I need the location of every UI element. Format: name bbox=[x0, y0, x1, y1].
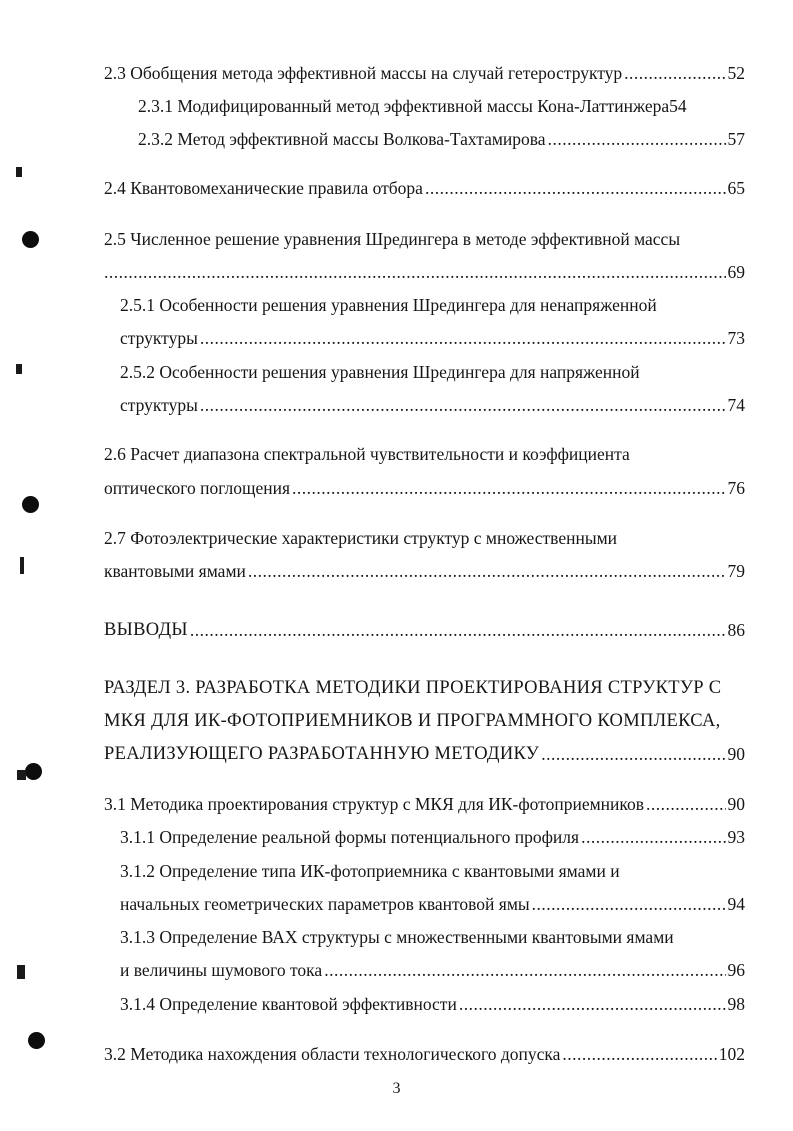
toc-entry-page: 86 bbox=[727, 620, 745, 640]
toc-entry-2-5-2-title: 2.5.2 Особенности решения уравнения Шредингера для напряженной bbox=[120, 362, 640, 382]
toc-entry-page: 76 bbox=[727, 478, 745, 498]
toc-entry-title: оптического поглощения bbox=[104, 478, 291, 498]
toc-entry-3-1-3 bbox=[120, 962, 745, 980]
toc-entry-title: начальных геометрических параметров квантовой ямы bbox=[120, 894, 530, 914]
toc-entry-page: 73 bbox=[727, 328, 745, 348]
toc-entry-title: 2.3.1 Модифицированный метод эффективной массы Кона-Латтинжера bbox=[138, 96, 670, 116]
toc-entry-2-5-title: 2.5 Численное решение уравнения Шредингера в методе эффективной массы bbox=[104, 229, 681, 249]
toc-leader bbox=[532, 896, 726, 914]
toc-entry-3-1-1 bbox=[120, 829, 745, 847]
toc-leader bbox=[646, 796, 725, 814]
toc-entry-2-5-1-title: 2.5.1 Особенности решения уравнения Шредингера для ненапряженной bbox=[120, 295, 657, 315]
toc-entry-title: 3.1.1 Определение реальной формы потенциального профиля bbox=[120, 827, 580, 847]
toc-entry-3-1-3-title: 3.1.3 Определение ВАХ структуры с множественными квантовыми ямами bbox=[120, 927, 674, 947]
scan-mark-2 bbox=[16, 364, 22, 374]
toc-entry-page: 79 bbox=[727, 561, 745, 581]
toc-entry-page: 93 bbox=[727, 827, 745, 847]
toc-entry-2-7-title: 2.7 Фотоэлектрические характеристики структур с множественными bbox=[104, 528, 618, 548]
scan-mark-4 bbox=[17, 770, 26, 780]
toc-entry-page: 90 bbox=[727, 744, 745, 764]
toc-entry-title: РЕАЛИЗУЮЩЕГО РАЗРАБОТАННУЮ МЕТОДИКУ bbox=[104, 744, 540, 764]
toc-entry-2-5-2 bbox=[120, 397, 745, 415]
toc-entry-page: 90 bbox=[727, 794, 745, 814]
scan-mark-1 bbox=[16, 167, 22, 177]
toc-leader bbox=[292, 480, 725, 498]
toc-entry-section-3 bbox=[104, 745, 745, 764]
toc-leader bbox=[190, 622, 726, 640]
toc-entry-3-1 bbox=[104, 796, 745, 814]
toc-entry-page: 94 bbox=[727, 894, 745, 914]
toc-entry-2-5 bbox=[104, 264, 745, 282]
page-number: 3 bbox=[392, 1080, 401, 1097]
toc-entry-2-3-2 bbox=[138, 131, 745, 149]
toc-entry-3-2 bbox=[104, 1046, 745, 1064]
toc-entry-2-7 bbox=[104, 563, 745, 581]
toc-entry-3-1-2-title: 3.1.2 Определение типа ИК-фотоприемника с квантовыми ямами и bbox=[120, 861, 620, 881]
toc-entry-2-3-1 bbox=[138, 98, 745, 116]
toc-entry-page: 52 bbox=[727, 63, 745, 83]
toc-entry-title: квантовыми ямами bbox=[104, 561, 246, 581]
toc-leader bbox=[624, 65, 725, 83]
toc-entry-page: 102 bbox=[718, 1044, 745, 1064]
toc-section-3-line2: МКЯ ДЛЯ ИК-ФОТОПРИЕМНИКОВ И ПРОГРАММНОГО КОМПЛЕКСА, bbox=[104, 711, 721, 731]
toc-entry-page: 57 bbox=[727, 129, 745, 149]
punch-hole-4 bbox=[28, 1032, 45, 1049]
punch-hole-2 bbox=[22, 496, 39, 513]
toc-leader bbox=[425, 180, 726, 198]
toc-entry-page: 54 bbox=[669, 96, 687, 116]
toc-entry-2-6 bbox=[104, 480, 745, 498]
toc-leader bbox=[562, 1046, 716, 1064]
toc-entry-2-4 bbox=[104, 180, 745, 198]
punch-hole-1 bbox=[22, 231, 39, 248]
toc-leader bbox=[200, 330, 726, 348]
toc-entry-title: 2.3 Обобщения метода эффективной массы на случай гетероструктур bbox=[104, 63, 623, 83]
toc-leader bbox=[548, 131, 726, 149]
toc-entry-2-6-title: 2.6 Расчет диапазона спектральной чувствительности и коэффициента bbox=[104, 444, 630, 464]
toc-entry-page: 74 bbox=[727, 395, 745, 415]
toc-entry-title: и величины шумового тока bbox=[120, 960, 323, 980]
toc-leader bbox=[324, 962, 725, 980]
toc-entry-title: 2.3.2 Метод эффективной массы Волкова-Тахтамирова bbox=[138, 129, 546, 149]
toc-leader bbox=[541, 746, 725, 764]
toc-entry-title: ВЫВОДЫ bbox=[104, 620, 188, 640]
toc-entry-page: 69 bbox=[727, 262, 745, 282]
toc-entry-3-1-4 bbox=[120, 996, 745, 1014]
toc-leader bbox=[248, 563, 726, 581]
scan-mark-3 bbox=[20, 557, 24, 574]
toc-entry-title: структуры bbox=[120, 395, 198, 415]
toc-entry-page: 65 bbox=[727, 178, 745, 198]
toc-leader bbox=[200, 397, 726, 415]
toc-entry-title: структуры bbox=[120, 328, 198, 348]
toc-entry-2-3 bbox=[104, 65, 745, 83]
toc-entry-3-1-2 bbox=[120, 896, 745, 914]
toc-entry-page: 96 bbox=[727, 960, 745, 980]
toc-entry-page: 98 bbox=[727, 994, 745, 1014]
toc-entry-conclusions bbox=[104, 621, 745, 640]
toc-section-3-line1: РАЗДЕЛ 3. РАЗРАБОТКА МЕТОДИКИ ПРОЕКТИРОВАНИЯ СТРУКТУР С bbox=[104, 678, 722, 698]
toc-entry-title: 3.1 Методика проектирования структур с МКЯ для ИК-фотоприемников bbox=[104, 794, 645, 814]
toc-leader bbox=[459, 996, 726, 1014]
toc-leader bbox=[104, 264, 726, 282]
toc-leader bbox=[581, 829, 725, 847]
toc-entry-title: 3.2 Методика нахождения области технологического допуска bbox=[104, 1044, 561, 1064]
scan-mark-5 bbox=[17, 965, 25, 979]
toc-entry-title: 2.4 Квантовомеханические правила отбора bbox=[104, 178, 423, 198]
toc-entry-title: 3.1.4 Определение квантовой эффективности bbox=[120, 994, 457, 1014]
punch-hole-3 bbox=[25, 763, 42, 780]
toc-entry-2-5-1 bbox=[120, 330, 745, 348]
